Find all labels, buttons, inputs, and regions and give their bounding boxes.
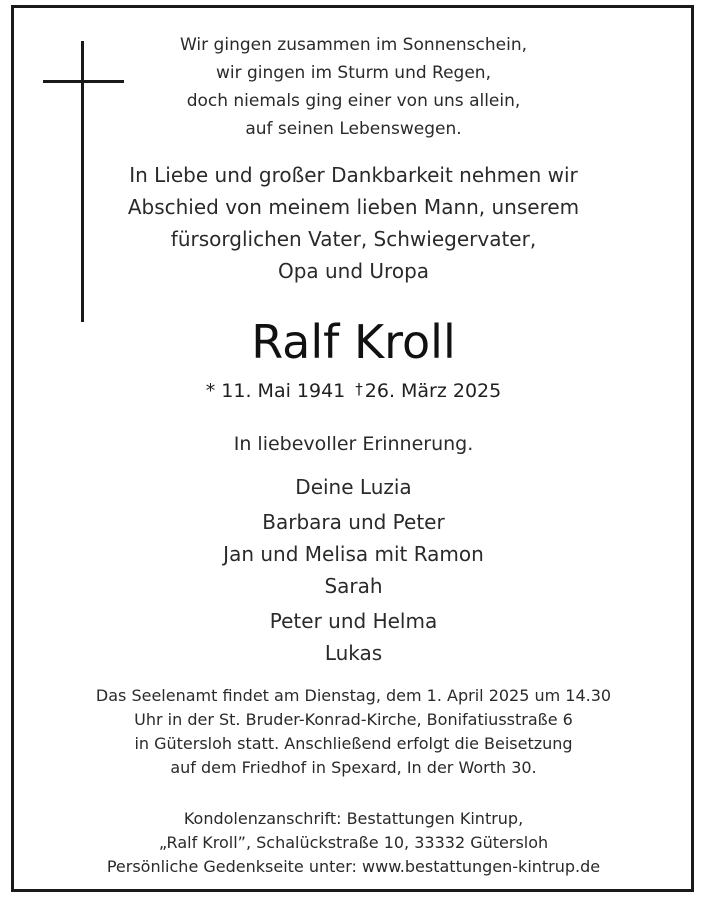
farewell-line: Opa und Uropa	[277, 259, 430, 283]
birth-date: * 11. Mai 1941	[205, 380, 346, 402]
family-member: Barbara und Peter	[262, 510, 445, 534]
condolence-contact	[0, 807, 707, 879]
contact-line: „Ralf Kroll”, Schalückstraße 10, 33332 Gütersloh	[158, 833, 549, 852]
family-member: Deine Luzia	[295, 475, 412, 499]
poem-line: doch niemals ging einer von uns allein,	[186, 91, 521, 111]
service-line: auf dem Friedhof in Spexard, In der Worth 30.	[170, 758, 537, 777]
poem-line: wir gingen im Sturm und Regen,	[216, 63, 491, 83]
memorial-poem	[0, 31, 707, 143]
memorial-page-link[interactable]: Persönliche Gedenkseite unter: www.bestattungen-kintrup.de	[106, 857, 601, 876]
death-date: 26. März 2025	[364, 380, 502, 402]
poem-line: Wir gingen zusammen im Sonnenschein,	[180, 35, 527, 55]
life-dates	[0, 373, 707, 407]
deceased-name: Ralf Kroll	[251, 315, 456, 369]
service-line: Das Seelenamt findet am Dienstag, dem 1. April 2025 um 14.30	[95, 686, 612, 705]
family-member: Lukas	[324, 641, 383, 665]
farewell-line: Abschied von meinem lieben Mann, unserem	[127, 195, 580, 219]
poem-line: auf seinen Lebenswegen.	[245, 119, 462, 139]
family-member: Peter und Helma	[269, 609, 438, 633]
family-member: Sarah	[324, 574, 383, 598]
service-announcement	[0, 684, 707, 780]
farewell-line: fürsorglichen Vater, Schwiegervater,	[170, 227, 537, 251]
family-list	[0, 471, 707, 669]
farewell-line: In Liebe und großer Dankbarkeit nehmen wir	[129, 163, 578, 187]
contact-line: Kondolenzanschrift: Bestattungen Kintrup,	[183, 809, 524, 828]
service-line: Uhr in der St. Bruder-Konrad-Kirche, Bonifatiusstraße 6	[134, 710, 573, 729]
remembrance-text: In liebevoller Erinnerung.	[233, 433, 474, 455]
farewell-text	[0, 159, 707, 287]
dagger-icon: †	[355, 380, 363, 398]
service-line: in Gütersloh statt. Anschließend erfolgt die Beisetzung	[134, 734, 573, 753]
family-member: Jan und Melisa mit Ramon	[223, 542, 484, 566]
